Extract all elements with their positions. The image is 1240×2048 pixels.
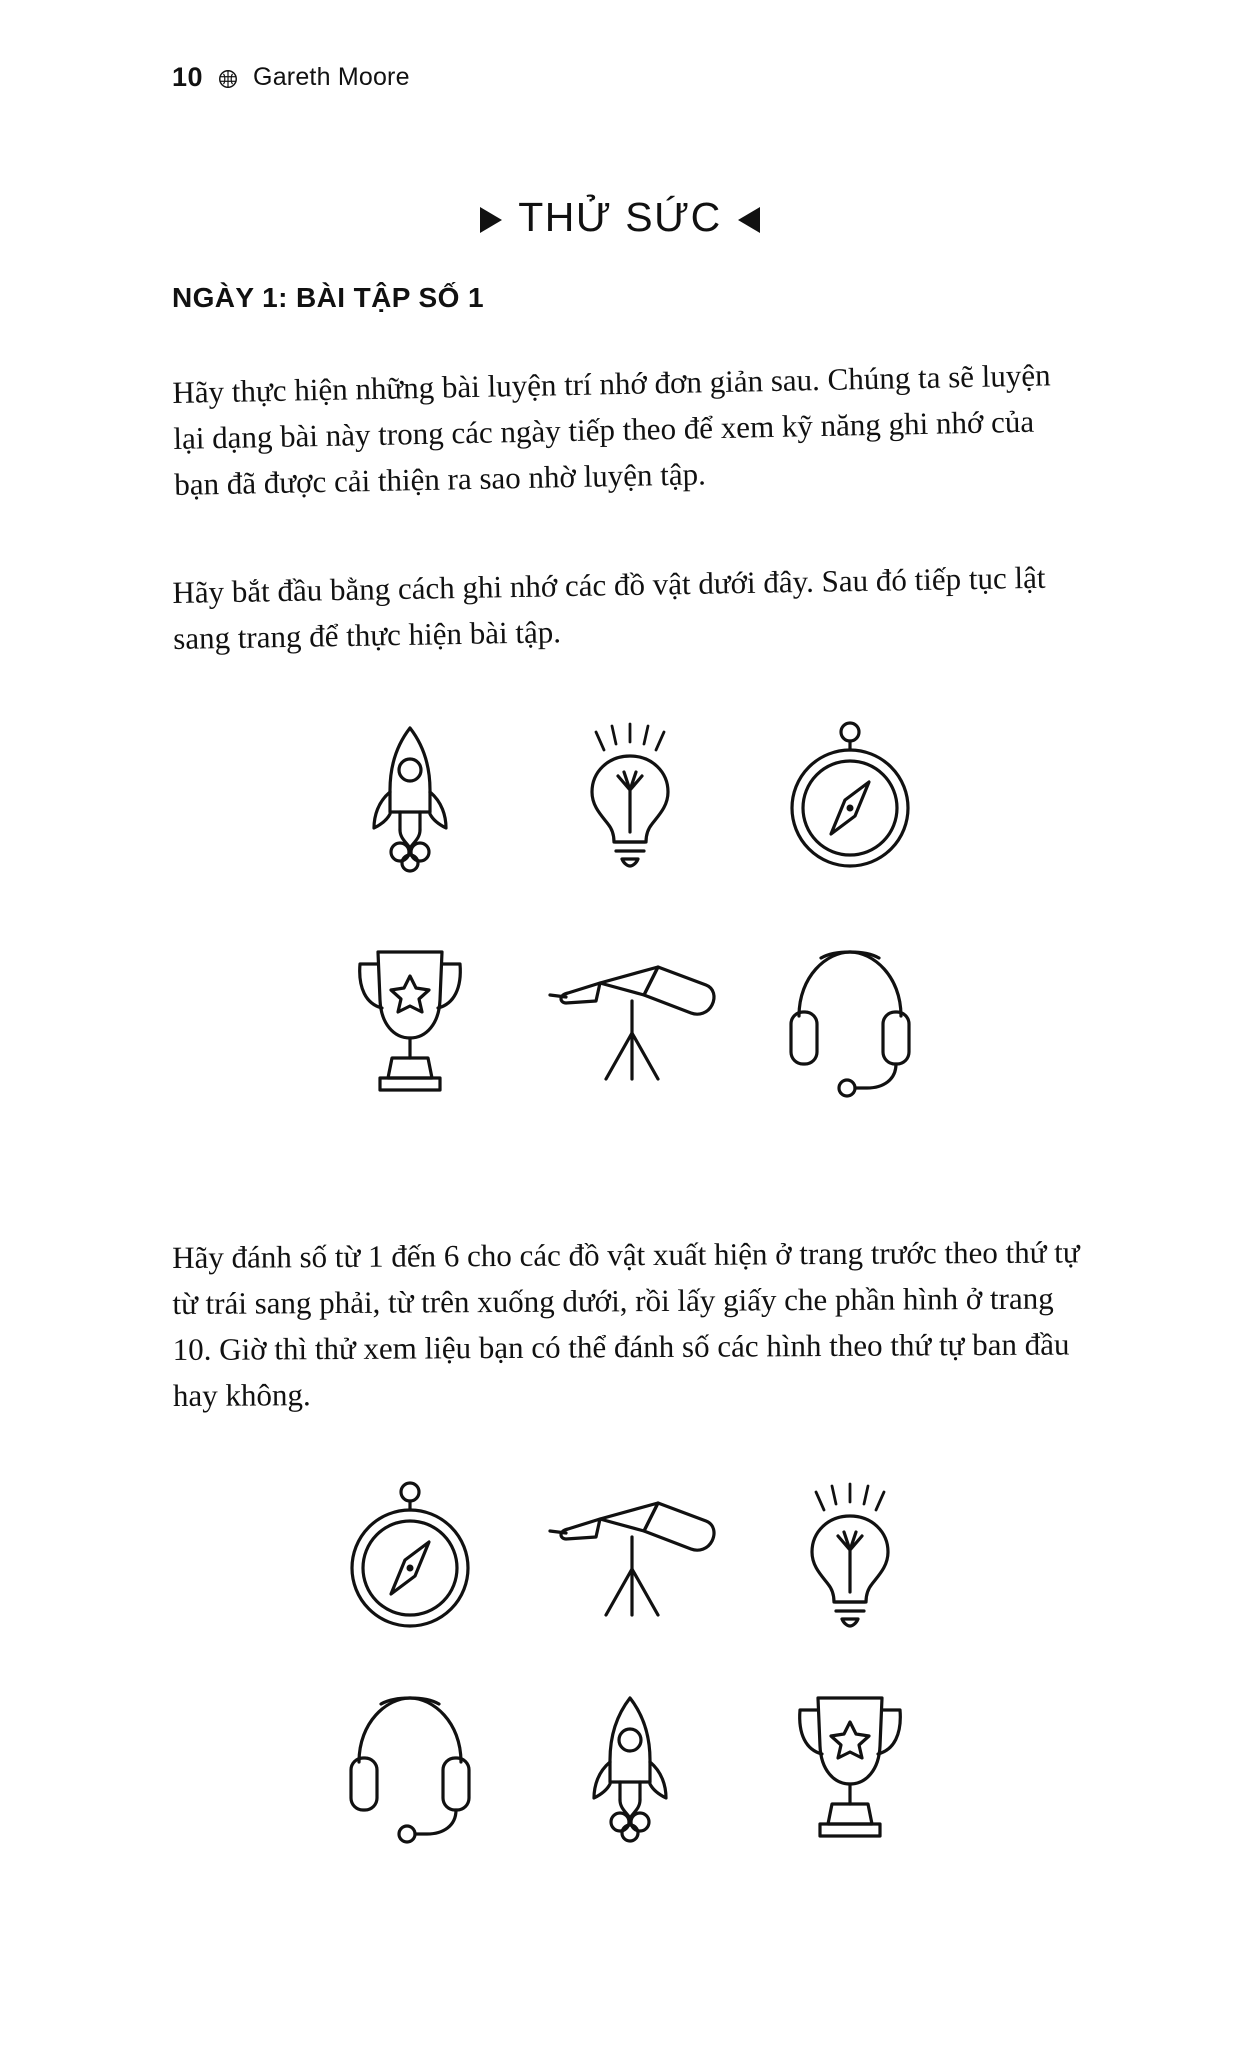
trophy-icon bbox=[310, 927, 510, 1112]
icon-grid-first bbox=[300, 700, 960, 1114]
compass-icon bbox=[310, 1463, 510, 1648]
triangle-left-icon bbox=[738, 207, 760, 233]
lightbulb-icon bbox=[530, 703, 730, 888]
icon-grid-second bbox=[300, 1460, 960, 1860]
paragraph-instruction: Hãy bắt đầu bằng cách ghi nhớ các đồ vật dưới đây. Sau đó tiếp tục lật sang trang để thực hiện bài tập. bbox=[172, 559, 1046, 656]
rocket-icon bbox=[310, 703, 510, 888]
telescope-icon bbox=[530, 927, 730, 1112]
telescope-icon bbox=[530, 1463, 730, 1648]
compass-icon bbox=[750, 703, 950, 888]
section-title-label: THỬ SỨC bbox=[518, 194, 722, 240]
page-number: 10 bbox=[172, 62, 204, 92]
exercise-heading: NGÀY 1: BÀI TẬP SỐ 1 bbox=[172, 282, 484, 313]
brain-icon bbox=[217, 68, 239, 90]
section-title bbox=[0, 196, 1240, 243]
author-name: Gareth Moore bbox=[253, 63, 410, 91]
triangle-right-icon bbox=[480, 207, 502, 233]
page-header bbox=[172, 62, 410, 93]
lightbulb-icon bbox=[750, 1463, 950, 1648]
trophy-icon bbox=[750, 1673, 950, 1858]
paragraph-intro: Hãy thực hiện những bài luyện trí nhớ đơn giản sau. Chúng ta sẽ luyện lại dạng bài này trong các ngày tiếp theo để xem kỹ năng ghi nhớ của bạn đã được cải thiện ra sao nhờ luyện tập. bbox=[172, 357, 1051, 502]
paragraph-task: Hãy đánh số từ 1 đến 6 cho các đồ vật xuất hiện ở trang trước theo thứ tự từ trái sang phải, từ trên xuống dưới, rồi lấy giấy che phần hình ở trang 10. Giờ thì thử xem liệu bạn có thể đánh số các hình theo thứ tự ban đầu hay không. bbox=[172, 1234, 1080, 1413]
headset-icon bbox=[310, 1673, 510, 1858]
rocket-icon bbox=[530, 1673, 730, 1858]
headset-icon bbox=[750, 927, 950, 1112]
